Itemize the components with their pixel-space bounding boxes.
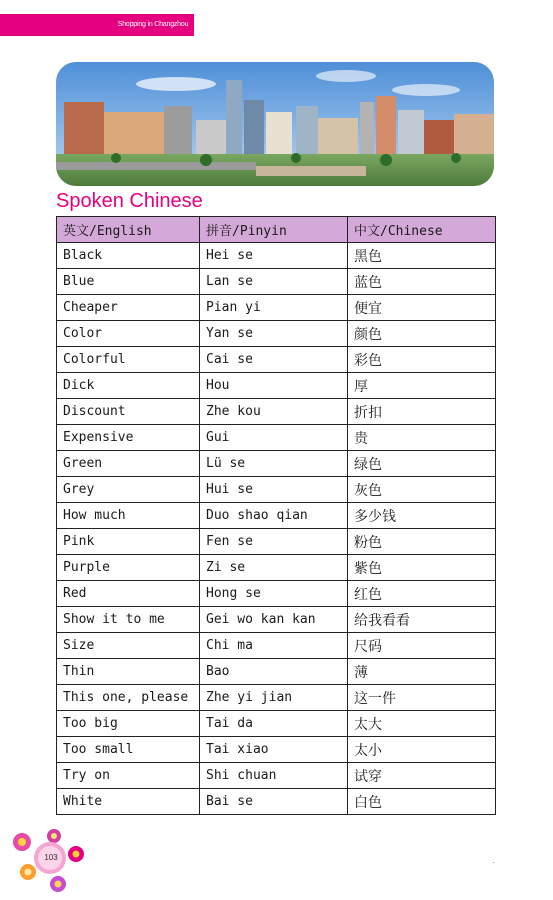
- pinyin-cell: Fen se: [200, 529, 348, 555]
- chinese-cell: 太小: [348, 737, 496, 763]
- vocabulary-table: [56, 216, 496, 815]
- english-cell: Too small: [57, 737, 200, 763]
- pinyin-cell: Lü se: [200, 451, 348, 477]
- pinyin-cell: Gui: [200, 425, 348, 451]
- english-cell: Green: [57, 451, 200, 477]
- page-number: 103: [44, 853, 58, 862]
- pinyin-cell: Lan se: [200, 269, 348, 295]
- chinese-cell: 太大: [348, 711, 496, 737]
- table-row: [57, 685, 496, 711]
- table-row: [57, 425, 496, 451]
- table-row: [57, 581, 496, 607]
- table-row: [57, 529, 496, 555]
- english-cell: Grey: [57, 477, 200, 503]
- english-cell: Black: [57, 243, 200, 269]
- chinese-cell: 蓝色: [348, 269, 496, 295]
- chinese-cell: 便宜: [348, 295, 496, 321]
- english-cell: How much: [57, 503, 200, 529]
- chinese-cell: 这一件: [348, 685, 496, 711]
- table-header-row: [57, 217, 496, 243]
- english-cell: This one, please: [57, 685, 200, 711]
- table-row: [57, 659, 496, 685]
- chinese-cell: 薄: [348, 659, 496, 685]
- table-row: [57, 607, 496, 633]
- english-cell: Show it to me: [57, 607, 200, 633]
- english-cell: White: [57, 789, 200, 815]
- header-accent-bar: [0, 14, 112, 36]
- column-header-pinyin: 拼音/Pinyin: [200, 217, 348, 243]
- column-header-english: 英文/English: [57, 217, 200, 243]
- table-row: [57, 555, 496, 581]
- chinese-cell: 贵: [348, 425, 496, 451]
- pinyin-cell: Hei se: [200, 243, 348, 269]
- english-cell: Too big: [57, 711, 200, 737]
- english-cell: Dick: [57, 373, 200, 399]
- chinese-cell: 彩色: [348, 347, 496, 373]
- english-cell: Cheaper: [57, 295, 200, 321]
- city-skyline-photo: [56, 62, 494, 186]
- english-cell: Expensive: [57, 425, 200, 451]
- pinyin-cell: Shi chuan: [200, 763, 348, 789]
- chinese-cell: 给我看看: [348, 607, 496, 633]
- pinyin-cell: Yan se: [200, 321, 348, 347]
- pinyin-cell: Hou: [200, 373, 348, 399]
- table-row: [57, 243, 496, 269]
- english-cell: Thin: [57, 659, 200, 685]
- english-cell: Size: [57, 633, 200, 659]
- chinese-cell: 紫色: [348, 555, 496, 581]
- english-cell: Red: [57, 581, 200, 607]
- chinese-cell: 试穿: [348, 763, 496, 789]
- chinese-cell: 灰色: [348, 477, 496, 503]
- table-row: [57, 321, 496, 347]
- section-title: Spoken Chinese: [56, 190, 203, 212]
- chinese-cell: 厚: [348, 373, 496, 399]
- pinyin-cell: Zhe kou: [200, 399, 348, 425]
- table-row: [57, 451, 496, 477]
- english-cell: Colorful: [57, 347, 200, 373]
- table-row: [57, 399, 496, 425]
- pinyin-cell: Hong se: [200, 581, 348, 607]
- pinyin-cell: Gei wo kan kan: [200, 607, 348, 633]
- table-row: [57, 295, 496, 321]
- chinese-cell: 白色: [348, 789, 496, 815]
- pinyin-cell: Tai xiao: [200, 737, 348, 763]
- english-cell: Pink: [57, 529, 200, 555]
- pinyin-cell: Chi ma: [200, 633, 348, 659]
- pinyin-cell: Zi se: [200, 555, 348, 581]
- pinyin-cell: Cai se: [200, 347, 348, 373]
- table-row: [57, 763, 496, 789]
- pinyin-cell: Duo shao qian: [200, 503, 348, 529]
- table-row: [57, 477, 496, 503]
- table-row: [57, 269, 496, 295]
- column-header-chinese: 中文/Chinese: [348, 217, 496, 243]
- table-row: [57, 633, 496, 659]
- footer-dot: .: [492, 856, 495, 865]
- english-cell: Try on: [57, 763, 200, 789]
- chinese-cell: 颜色: [348, 321, 496, 347]
- chapter-label: Shopping in Changzhou: [112, 14, 194, 36]
- english-cell: Purple: [57, 555, 200, 581]
- pinyin-cell: Tai da: [200, 711, 348, 737]
- table-row: [57, 789, 496, 815]
- chinese-cell: 红色: [348, 581, 496, 607]
- table-row: [57, 347, 496, 373]
- pinyin-cell: Bao: [200, 659, 348, 685]
- pinyin-cell: Zhe yi jian: [200, 685, 348, 711]
- chinese-cell: 粉色: [348, 529, 496, 555]
- english-cell: Blue: [57, 269, 200, 295]
- chinese-cell: 绿色: [348, 451, 496, 477]
- chinese-cell: 折扣: [348, 399, 496, 425]
- pinyin-cell: Bai se: [200, 789, 348, 815]
- chinese-cell: 尺码: [348, 633, 496, 659]
- table-row: [57, 737, 496, 763]
- pinyin-cell: Pian yi: [200, 295, 348, 321]
- chinese-cell: 黑色: [348, 243, 496, 269]
- table-row: [57, 373, 496, 399]
- pinyin-cell: Hui se: [200, 477, 348, 503]
- table-row: [57, 503, 496, 529]
- english-cell: Discount: [57, 399, 200, 425]
- table-row: [57, 711, 496, 737]
- chinese-cell: 多少钱: [348, 503, 496, 529]
- english-cell: Color: [57, 321, 200, 347]
